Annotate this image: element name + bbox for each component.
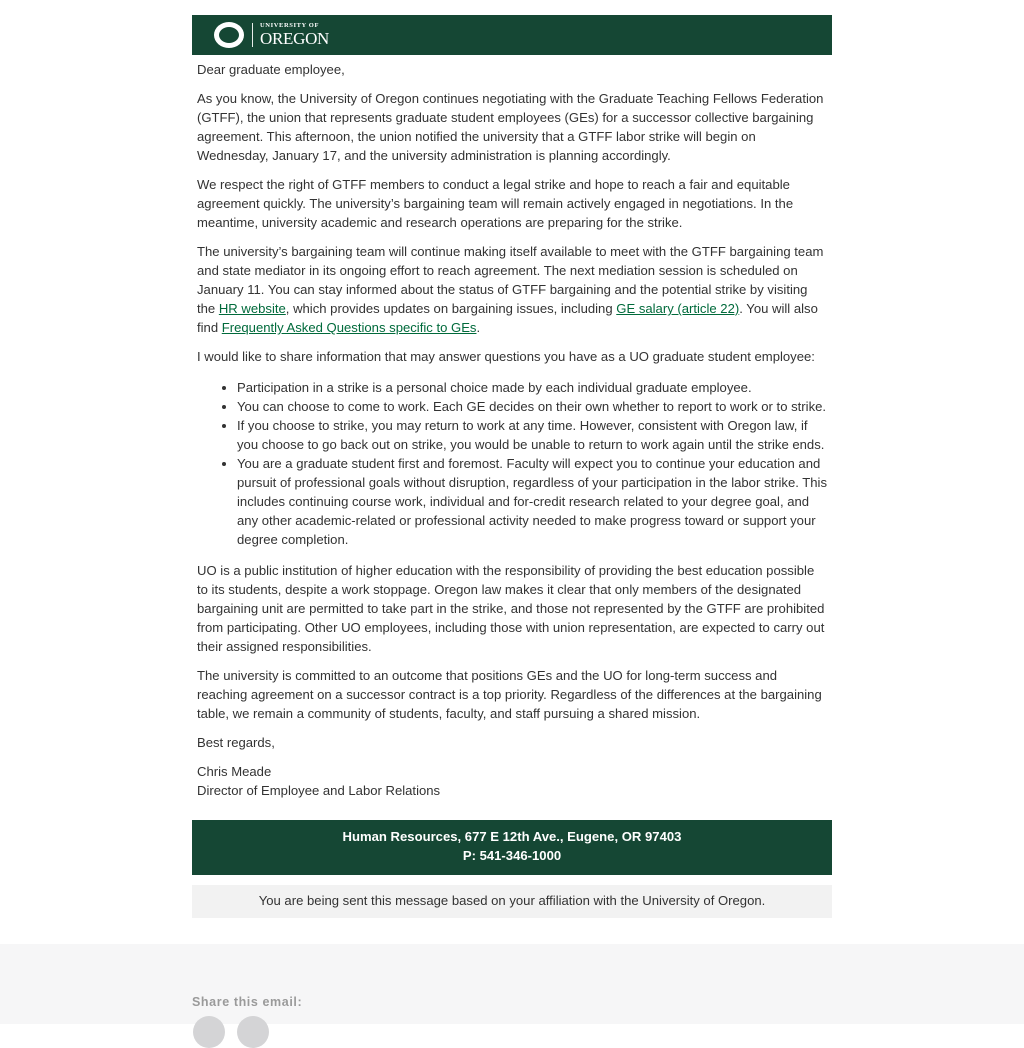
share-facebook-icon[interactable] — [193, 1016, 225, 1048]
p3-text-start: The university’s bargaining team will continue making itself available to meet with the GTFF bargaining team and state mediator in its ongoing effort to reach agreement. The next mediation session is scheduled on January 11. You can stay informed about the status of GTFF bargaining and the potential strike by visiting the — [197, 244, 824, 316]
logo-wordmark — [260, 23, 329, 48]
share-label: Share this email: — [192, 995, 303, 1009]
closing: Best regards, — [197, 735, 275, 750]
o-logo-icon — [214, 22, 244, 48]
faq-link[interactable]: Frequently Asked Questions specific to GEs — [221, 320, 477, 335]
email-container — [192, 15, 832, 918]
footer-notice: You are being sent this message based on your affiliation with the University of Oregon. — [192, 885, 832, 918]
share-band — [0, 944, 1024, 1024]
footer-phone: P: 541-346-1000 — [462, 848, 562, 863]
p3-text-end: . — [476, 320, 481, 335]
logo-divider — [252, 23, 253, 47]
email-header — [192, 15, 832, 55]
list-item: • If you choose to strike, you may return to work at any time. However, consistent with Oregon law, if you choose to go back out on strike, you would be unable to return to work again until the strike ends. — [237, 416, 827, 454]
university-logo[interactable] — [214, 15, 329, 55]
p3-text-mid: , which provides updates on bargaining issues, including — [285, 301, 617, 316]
list-item: • You are a graduate student first and foremost. Faculty will expect you to continue your education and pursuit of professional goals without disruption, regardless of your participation in the labor strike. This includes continuing course work, individual and for-credit research related to your degree goal, and any other academic-related or professional activity needed to make progress toward or support your degree completion. — [237, 454, 827, 549]
hr-website-link[interactable]: HR website — [218, 301, 286, 316]
info-bullet-list — [197, 378, 827, 549]
list-item: • You can choose to come to work. Each GE decides on their own whether to report to work or to strike. — [237, 397, 827, 416]
paragraph-negotiations: As you know, the University of Oregon continues negotiating with the Graduate Teaching Fellows Federation (GTFF), the union that represents graduate student employees (GEs) for a successor collective bargaining agreement. This afternoon, the union notified the university that a GTFF labor strike will begin on Wednesday, January 17, and the university administration is planning accordingly. — [197, 91, 824, 163]
paragraph-public-institution: UO is a public institution of higher education with the responsibility of providing the best education possible to its students, despite a work stoppage. Oregon law makes it clear that only members of the designated bargaining unit are permitted to take part in the strike, and those not represented by the GTFF are prohibited from participating. Other UO employees, including those with union representation, are expected to carry out their assigned responsibilities. — [197, 563, 825, 654]
share-twitter-icon[interactable] — [237, 1016, 269, 1048]
logo-small-text: UNIVERSITY OF — [260, 21, 320, 29]
p3-text-mid2: . You will also find — [197, 301, 818, 335]
ge-salary-link[interactable]: GE salary (article 22) — [616, 301, 740, 316]
list-item: • Participation in a strike is a personal choice made by each individual graduate employee. — [237, 378, 827, 397]
email-body — [192, 60, 832, 820]
signer-title: Director of Employee and Labor Relations — [197, 783, 441, 798]
paragraph-intro-list: I would like to share information that may answer questions you have as a UO graduate student employee: — [197, 349, 815, 364]
footer-address: Human Resources, 677 E 12th Ave., Eugene, OR 97403 — [342, 829, 682, 844]
footer-contact — [192, 820, 832, 875]
greeting: Dear graduate employee, — [197, 62, 345, 77]
logo-big-text: OREGON — [260, 29, 330, 49]
paragraph-commitment: The university is committed to an outcome that positions GEs and the UO for long-term success and reaching agreement on a successor contract is a top priority. Regardless of the differences at the bargaining table, we remain a community of students, faculty, and staff pursuing a shared mission. — [197, 668, 822, 721]
paragraph-bargaining-team — [197, 242, 827, 337]
signer-name: Chris Meade — [197, 764, 272, 779]
paragraph-respect: We respect the right of GTFF members to conduct a legal strike and hope to reach a fair and equitable agreement quickly. The university’s bargaining team will remain actively engaged in negotiations. In the meantime, university academic and research operations are preparing for the strike. — [197, 177, 794, 230]
